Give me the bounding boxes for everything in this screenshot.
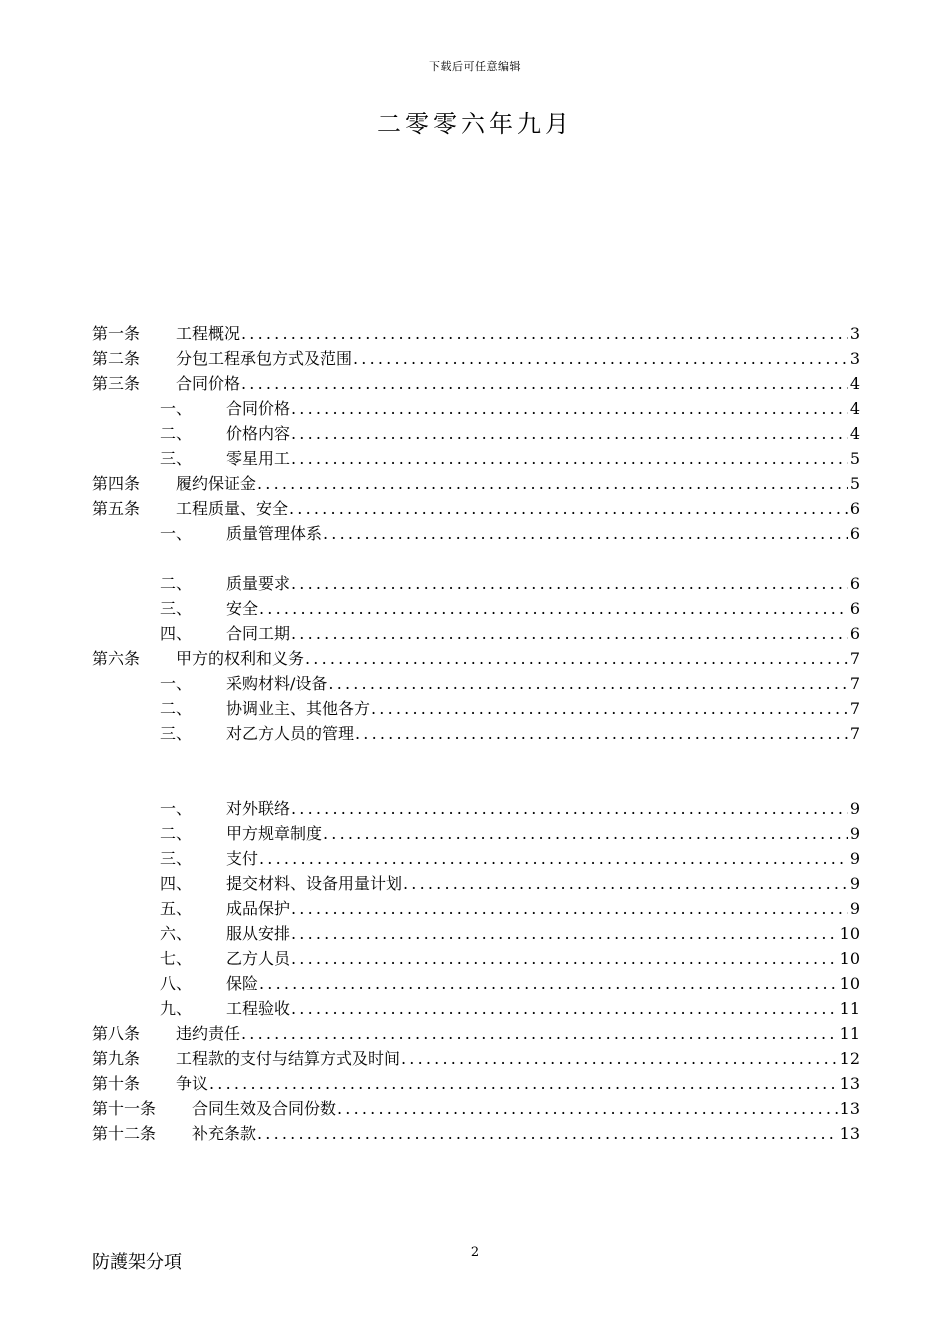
toc-entry[interactable]: [92, 1097, 860, 1121]
toc-dot-leader: [401, 1047, 838, 1071]
toc-entry[interactable]: [92, 1022, 860, 1046]
toc-dot-leader: [291, 922, 838, 946]
toc-entry[interactable]: [92, 947, 860, 971]
toc-entry[interactable]: [92, 647, 860, 671]
toc-entry-page: 7: [849, 674, 860, 693]
toc-entry-number: 第十条: [92, 1074, 141, 1093]
toc-entry-title: 甲方规章制度: [226, 824, 323, 843]
toc-entry-title: 工程质量、安全: [176, 499, 289, 518]
toc-dot-leader: [291, 622, 848, 646]
toc-entry-page: 13: [839, 1099, 860, 1118]
toc-entry-title: 安全: [226, 599, 259, 618]
toc-entry[interactable]: [92, 322, 860, 346]
toc-entry-number: 第十二条: [92, 1124, 157, 1143]
toc-entry[interactable]: [92, 997, 860, 1021]
document-date: 二零零六年九月: [377, 110, 573, 138]
toc-entry-number: 一、: [160, 524, 193, 543]
toc-dot-leader: [259, 597, 848, 621]
toc-entry[interactable]: [92, 597, 860, 621]
toc-entry-number: 第八条: [92, 1024, 141, 1043]
toc-entry[interactable]: [92, 822, 860, 846]
toc-entry-number: 二、: [160, 699, 193, 718]
toc-entry-title: 成品保护: [226, 899, 291, 918]
toc-entry[interactable]: [92, 572, 860, 596]
toc-dot-leader: [241, 372, 848, 396]
toc-entry-title: 违约责任: [176, 1024, 241, 1043]
toc-entry-number: 三、: [160, 599, 193, 618]
toc-entry-title: 保险: [226, 974, 259, 993]
toc-entry-title: 工程验收: [226, 999, 291, 1018]
toc-entry-page: 4: [849, 424, 860, 443]
toc-entry[interactable]: [92, 397, 860, 421]
toc-entry-page: 9: [849, 874, 860, 893]
toc-entry[interactable]: [92, 897, 860, 921]
toc-entry-number: 三、: [160, 449, 193, 468]
toc-entry-page: 9: [849, 824, 860, 843]
toc-entry-page: 13: [839, 1124, 860, 1143]
toc-dot-leader: [291, 797, 848, 821]
toc-entry-number: 第五条: [92, 499, 141, 518]
toc-entry-page: 6: [849, 574, 860, 593]
toc-entry[interactable]: [92, 1122, 860, 1146]
toc-entry-number: 四、: [160, 624, 193, 643]
page-number: 2: [470, 1245, 480, 1260]
toc-entry-title: 对乙方人员的管理: [226, 724, 355, 743]
toc-entry-title: 工程款的支付与结算方式及时间: [176, 1049, 401, 1068]
toc-entry-page: 6: [849, 624, 860, 643]
toc-entry-page: 7: [849, 649, 860, 668]
toc-entry-page: 10: [839, 949, 860, 968]
toc-dot-leader: [291, 997, 838, 1021]
toc-entry-title: 协调业主、其他各方: [226, 699, 371, 718]
toc-entry-page: 10: [839, 924, 860, 943]
toc-entry[interactable]: [92, 722, 860, 746]
toc-entry[interactable]: [92, 522, 860, 546]
toc-entry[interactable]: [92, 1047, 860, 1071]
toc-dot-leader: [291, 572, 848, 596]
toc-dot-leader: [323, 522, 848, 546]
toc-entry-page: 5: [849, 449, 860, 468]
toc-entry-number: 九、: [160, 999, 193, 1018]
toc-dot-leader: [257, 472, 848, 496]
toc-entry-number: 二、: [160, 424, 193, 443]
toc-entry-title: 争议: [176, 1074, 209, 1093]
toc-entry-page: 7: [849, 724, 860, 743]
toc-entry-title: 甲方的权利和义务: [176, 649, 305, 668]
header-note: 下载后可任意编辑: [429, 60, 521, 73]
toc-entry-page: 3: [849, 324, 860, 343]
toc-entry[interactable]: [92, 922, 860, 946]
toc-entry-number: 六、: [160, 924, 193, 943]
toc-entry-page: 6: [849, 524, 860, 543]
toc-entry-number: 八、: [160, 974, 193, 993]
toc-entry-number: 五、: [160, 899, 193, 918]
toc-entry-title: 合同价格: [176, 374, 241, 393]
toc-entry-title: 合同工期: [226, 624, 291, 643]
toc-entry-page: 4: [849, 399, 860, 418]
toc-entry-title: 补充条款: [192, 1124, 257, 1143]
toc-entry-number: 第一条: [92, 324, 141, 343]
toc-entry-page: 7: [849, 699, 860, 718]
toc-entry-number: 三、: [160, 724, 193, 743]
toc-dot-leader: [257, 1122, 838, 1146]
toc-entry-number: 第六条: [92, 649, 141, 668]
toc-entry[interactable]: [92, 972, 860, 996]
toc-dot-leader: [289, 497, 848, 521]
toc-entry-title: 对外联络: [226, 799, 291, 818]
toc-dot-leader: [259, 847, 848, 871]
toc-dot-leader: [291, 422, 848, 446]
toc-entry[interactable]: [92, 622, 860, 646]
toc-entry-page: 4: [849, 374, 860, 393]
toc-entry-number: 一、: [160, 799, 193, 818]
toc-entry-page: 6: [849, 499, 860, 518]
toc-dot-leader: [403, 872, 848, 896]
toc-entry-title: 质量要求: [226, 574, 291, 593]
toc-entry-number: 七、: [160, 949, 193, 968]
toc-entry-number: 第三条: [92, 374, 141, 393]
toc-entry-title: 合同生效及合同份数: [192, 1099, 337, 1118]
toc-dot-leader: [353, 347, 848, 371]
toc-entry-page: 9: [849, 799, 860, 818]
toc-dot-leader: [291, 947, 838, 971]
toc-entry[interactable]: [92, 797, 860, 821]
toc-entry-number: 第十一条: [92, 1099, 157, 1118]
toc-entry-number: 第九条: [92, 1049, 141, 1068]
toc-dot-leader: [291, 397, 848, 421]
toc-entry-title: 提交材料、设备用量计划: [226, 874, 403, 893]
toc-entry-number: 四、: [160, 874, 193, 893]
toc-dot-leader: [328, 672, 847, 696]
toc-entry-title: 采购材料/设备: [226, 674, 328, 693]
toc-dot-leader: [337, 1097, 838, 1121]
toc-entry-page: 9: [849, 899, 860, 918]
toc-entry-number: 二、: [160, 824, 193, 843]
toc-entry-number: 第四条: [92, 474, 141, 493]
toc-entry-page: 10: [839, 974, 860, 993]
toc-entry-page: 5: [849, 474, 860, 493]
toc-dot-leader: [305, 647, 848, 671]
toc-dot-leader: [291, 897, 848, 921]
toc-dot-leader: [259, 972, 838, 996]
toc-entry-number: 二、: [160, 574, 193, 593]
toc-dot-leader: [241, 322, 848, 346]
toc-dot-leader: [323, 822, 848, 846]
toc-entry-number: 三、: [160, 849, 193, 868]
toc-entry-title: 分包工程承包方式及范围: [176, 349, 353, 368]
toc-entry[interactable]: [92, 1072, 860, 1096]
toc-entry-title: 服从安排: [226, 924, 291, 943]
toc-entry-title: 零星用工: [226, 449, 291, 468]
toc-entry-page: 3: [849, 349, 860, 368]
toc-entry-number: 第二条: [92, 349, 141, 368]
toc-entry-number: 一、: [160, 399, 193, 418]
toc-entry[interactable]: [92, 472, 860, 496]
toc-entry-title: 乙方人员: [226, 949, 291, 968]
toc-entry-page: 9: [849, 849, 860, 868]
toc-entry-title: 履约保证金: [176, 474, 257, 493]
toc-dot-leader: [241, 1022, 838, 1046]
toc-dot-leader: [291, 447, 848, 471]
toc-dot-leader: [209, 1072, 838, 1096]
toc-entry-page: 12: [839, 1049, 860, 1068]
toc-entry[interactable]: [92, 447, 860, 471]
toc-entry-title: 质量管理体系: [226, 524, 323, 543]
toc-entry[interactable]: [92, 697, 860, 721]
toc-entry-title: 合同价格: [226, 399, 291, 418]
footer-text: 防護架分項: [92, 1252, 182, 1273]
toc-entry[interactable]: [92, 422, 860, 446]
toc-entry-title: 工程概况: [176, 324, 241, 343]
toc-entry-page: 11: [839, 1024, 860, 1043]
toc-dot-leader: [355, 722, 848, 746]
toc-entry[interactable]: [92, 497, 860, 521]
toc-entry-title: 价格内容: [226, 424, 291, 443]
toc-entry-page: 6: [849, 599, 860, 618]
toc-entry[interactable]: [92, 847, 860, 871]
toc-entry-page: 13: [839, 1074, 860, 1093]
toc-entry-number: 一、: [160, 674, 193, 693]
toc-entry[interactable]: [92, 672, 860, 696]
toc-entry[interactable]: [92, 372, 860, 396]
toc-dot-leader: [371, 697, 848, 721]
toc-entry[interactable]: [92, 347, 860, 371]
toc-entry[interactable]: [92, 872, 860, 896]
toc-entry-title: 支付: [226, 849, 259, 868]
toc-entry-page: 11: [839, 999, 860, 1018]
